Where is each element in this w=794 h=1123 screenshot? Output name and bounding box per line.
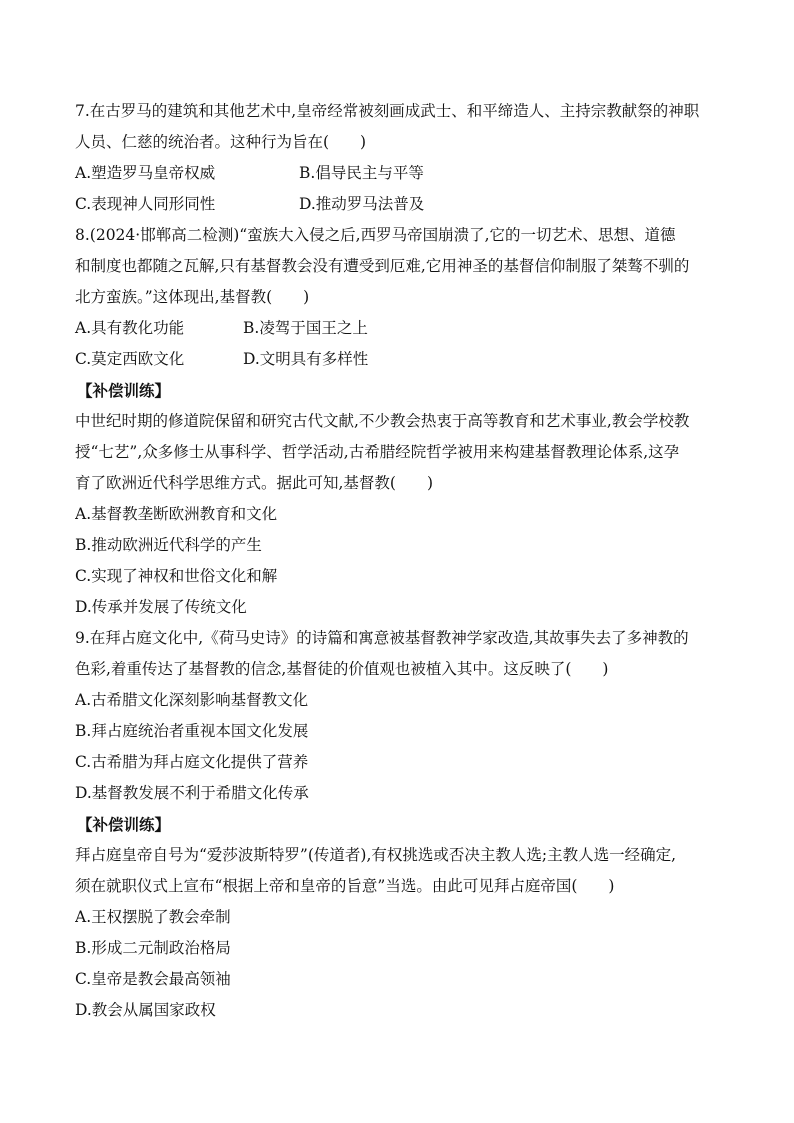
question-7-options-row-2 xyxy=(75,189,720,220)
supplementary-1-option-d[interactable]: D.传承并发展了传统文化 xyxy=(75,598,247,616)
supplementary-1-option-b[interactable]: B.推动欧洲近代科学的产生 xyxy=(75,536,262,554)
question-9-option-d[interactable]: D.基督教发展不利于希腊文化传承 xyxy=(75,784,309,802)
question-9-line-1: 9.在拜占庭文化中,《荷马史诗》的诗篇和寓意被基督教神学家改造,其故事失去了多神教的 xyxy=(75,629,689,647)
supplementary-2-line-1: 拜占庭皇帝自号为“爱莎波斯特罗”(传道者),有权挑选或否决主教人选;主教人选一经确定, xyxy=(75,846,677,864)
question-7-option-a[interactable]: A.塑造罗马皇帝权威 xyxy=(75,164,216,182)
question-7-option-b[interactable]: B.倡导民主与平等 xyxy=(299,164,424,182)
supplementary-1-line-1: 中世纪时期的修道院保留和研究古代文献,不少教会热衷于高等教育和艺术事业,教会学校教 xyxy=(75,412,690,430)
page-content xyxy=(75,96,720,1026)
question-8-line-2: 和制度也都随之瓦解,只有基督教会没有遭受到厄难,它用神圣的基督信仰制服了桀骜不驯的 xyxy=(75,257,690,275)
question-9-line-2: 色彩,着重传达了基督教的信念,基督徒的价值观也被植入其中。这反映了( ) xyxy=(75,660,609,678)
supplementary-1-option-a[interactable]: A.基督教垄断欧洲教育和文化 xyxy=(75,505,278,523)
question-7-line-1: 7.在古罗马的建筑和其他艺术中,皇帝经常被刻画成武士、和平缔造人、主持宗教献祭的神职 xyxy=(75,102,700,120)
question-8-options-row-1 xyxy=(75,313,720,344)
supplementary-2-option-a[interactable]: A.王权摆脱了教会牵制 xyxy=(75,908,231,926)
supplementary-2-option-c[interactable]: C.皇帝是教会最高领袖 xyxy=(75,970,231,988)
supplementary-1-stem xyxy=(75,406,720,499)
question-8-option-a[interactable]: A.具有教化功能 xyxy=(75,319,185,337)
question-9-option-b[interactable]: B.拜占庭统治者重视本国文化发展 xyxy=(75,722,309,740)
question-8-stem xyxy=(75,220,720,313)
supplementary-2-stem xyxy=(75,840,720,902)
supplementary-1-line-3: 育了欧洲近代科学思维方式。据此可知,基督教( ) xyxy=(75,474,434,492)
question-9-option-a[interactable]: A.古希腊文化深刻影响基督教文化 xyxy=(75,691,309,709)
question-9-option-c[interactable]: C.古希腊为拜占庭文化提供了营养 xyxy=(75,753,309,771)
question-8-options-row-2 xyxy=(75,344,720,375)
supplementary-2-option-b[interactable]: B.形成二元制政治格局 xyxy=(75,939,231,957)
supplementary-1-option-c[interactable]: C.实现了神权和世俗文化和解 xyxy=(75,567,278,585)
question-7-option-d[interactable]: D.推动罗马法普及 xyxy=(299,195,425,213)
question-7-option-c[interactable]: C.表现神人同形同性 xyxy=(75,195,216,213)
question-8-line-3: 北方蛮族。”这体现出,基督教( ) xyxy=(75,288,310,306)
supplementary-2-option-d[interactable]: D.教会从属国家政权 xyxy=(75,1001,216,1019)
question-8-option-d[interactable]: D.文明具有多样性 xyxy=(243,350,369,368)
supplementary-2-line-2: 须在就职仪式上宣布“根据上帝和皇帝的旨意”当选。由此可见拜占庭帝国( ) xyxy=(75,877,615,895)
question-9-stem xyxy=(75,623,720,685)
question-8-option-b[interactable]: B.凌驾于国王之上 xyxy=(243,319,368,337)
supplementary-training-heading-1: 【补偿训练】 xyxy=(77,381,171,400)
question-8-option-c[interactable]: C.莫定西欧文化 xyxy=(75,350,185,368)
supplementary-1-line-2: 授“七艺”,众多修士从事科学、哲学活动,古希腊经院哲学被用来构建基督教理论体系,这孕 xyxy=(75,443,680,461)
question-8-line-1: 8.(2024·邯郸高二检测)“蛮族大入侵之后,西罗马帝国崩溃了,它的一切艺术、思想、道德 xyxy=(75,226,676,244)
supplementary-training-heading-2: 【补偿训练】 xyxy=(77,815,171,834)
question-7-stem xyxy=(75,96,720,158)
question-7-options-row-1 xyxy=(75,158,720,189)
question-7-line-2: 人员、仁慈的统治者。这种行为旨在( ) xyxy=(75,133,367,151)
